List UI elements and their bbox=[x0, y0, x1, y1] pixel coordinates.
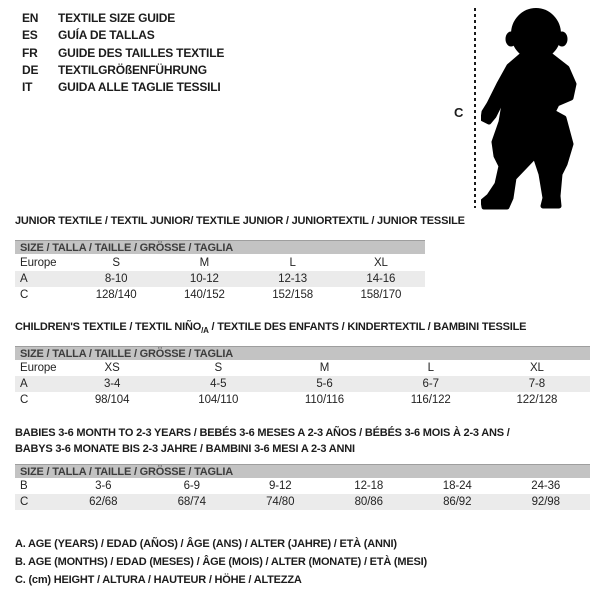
size-cell: XL bbox=[373, 257, 388, 269]
height-cell: 122/128 bbox=[516, 394, 558, 406]
age-cell: 10-12 bbox=[189, 273, 219, 285]
row-label: C bbox=[20, 496, 29, 508]
height-cell: 92/98 bbox=[531, 496, 560, 508]
language-row bbox=[22, 27, 224, 44]
language-code: DE bbox=[22, 62, 39, 77]
babies-table-title-line1: BABIES 3-6 MONTH TO 2-3 YEARS / BEBÉS 3-6 MESES A 2-3 AÑOS / BÉBÉS 3-6 MOIS À 2-3 ANS / bbox=[15, 427, 510, 439]
age-cell: 4-5 bbox=[210, 378, 227, 390]
junior-table-title: JUNIOR TEXTILE / TEXTIL JUNIOR/ TEXTILE JUNIOR / JUNIORTEXTIL / JUNIOR TESSILE bbox=[15, 215, 465, 227]
height-cell: 128/140 bbox=[95, 289, 137, 301]
legend-age-years: A. AGE (YEARS) / EDAD (AÑOS) / ÂGE (ANS) / ALTER (JAHRE) / ETÀ (ANNI) bbox=[15, 538, 397, 550]
size-cell: S bbox=[214, 362, 223, 374]
height-measure-label: C bbox=[454, 105, 464, 120]
language-title: TEXTILE SIZE GUIDE bbox=[58, 11, 176, 25]
height-measure-dashed-line bbox=[474, 8, 476, 208]
table-row-age bbox=[15, 271, 425, 287]
age-cell: 8-10 bbox=[104, 273, 128, 285]
height-cell: 140/152 bbox=[183, 289, 225, 301]
size-cell: XL bbox=[529, 362, 544, 374]
age-cell: 24-36 bbox=[531, 480, 561, 492]
legend-age-months: B. AGE (MONTHS) / EDAD (MESES) / ÂGE (MOIS) / ALTER (MONATE) / ETÀ (MESI) bbox=[15, 556, 427, 568]
table-row-height bbox=[15, 494, 590, 510]
age-cell: 14-16 bbox=[366, 273, 396, 285]
table-row-age-months bbox=[15, 478, 590, 494]
language-title: GUIDA ALLE TAGLIE TESSILI bbox=[58, 80, 221, 95]
age-cell: 3-6 bbox=[95, 480, 112, 492]
language-code: FR bbox=[22, 45, 38, 60]
row-label: A bbox=[20, 378, 28, 390]
age-cell: 7-8 bbox=[528, 378, 546, 390]
legend-height: C. (cm) HEIGHT / ALTURA / HAUTEUR / HÖHE / ALTEZZA bbox=[15, 574, 302, 586]
age-cell: 18-24 bbox=[442, 480, 472, 492]
age-cell: 6-9 bbox=[183, 480, 200, 492]
table-row-height bbox=[15, 392, 590, 408]
babies-table bbox=[15, 478, 590, 510]
height-cell: 152/158 bbox=[272, 289, 314, 301]
row-label: C bbox=[20, 289, 29, 301]
height-cell: 62/68 bbox=[89, 496, 118, 508]
age-cell: 6-7 bbox=[422, 378, 439, 390]
title-part: / TEXTILE DES ENFANTS / KINDERTEXTIL / BAMBINI TESSILE bbox=[208, 321, 527, 333]
age-cell: 9-12 bbox=[268, 480, 292, 492]
children-table bbox=[15, 360, 590, 408]
language-title: TEXTILGRÖßENFÜHRUNG bbox=[58, 62, 207, 77]
babies-size-header: SIZE / TALLA / TAILLE / GRÖSSE / TAGLIA bbox=[15, 464, 590, 478]
language-code: ES bbox=[22, 28, 38, 43]
row-label: Europe bbox=[20, 257, 57, 269]
language-title: GUIDE DES TAILLES TEXTILE bbox=[58, 45, 225, 60]
height-cell: 86/92 bbox=[443, 496, 472, 508]
row-label: A bbox=[20, 273, 28, 285]
junior-size-header: SIZE / TALLA / TAILLE / GRÖSSE / TAGLIA bbox=[15, 240, 425, 254]
language-row bbox=[22, 45, 224, 62]
language-title: GUÍA DE TALLAS bbox=[58, 28, 155, 43]
table-row-age bbox=[15, 376, 590, 392]
children-size-header: SIZE / TALLA / TAILLE / GRÖSSE / TAGLIA bbox=[15, 346, 590, 360]
size-cell: S bbox=[112, 257, 120, 269]
row-label: Europe bbox=[20, 362, 57, 374]
height-cell: 104/110 bbox=[198, 394, 239, 406]
table-row-height bbox=[15, 287, 425, 303]
age-cell: 3-4 bbox=[103, 378, 121, 390]
table-row-europe bbox=[15, 255, 425, 271]
table-row-europe bbox=[15, 360, 590, 376]
language-code: EN bbox=[22, 11, 39, 25]
row-label: C bbox=[20, 394, 29, 406]
language-row bbox=[22, 10, 224, 27]
title-subscript: /A bbox=[201, 326, 209, 336]
size-cell: M bbox=[319, 362, 330, 374]
language-row bbox=[22, 62, 224, 79]
height-cell: 158/170 bbox=[360, 289, 402, 301]
baby-silhouette-image bbox=[481, 6, 589, 210]
height-cell: 110/116 bbox=[304, 394, 345, 406]
size-cell: L bbox=[427, 362, 434, 374]
size-cell: M bbox=[199, 257, 210, 269]
children-table-title bbox=[15, 321, 526, 335]
language-row bbox=[22, 79, 224, 96]
age-cell: 12-13 bbox=[278, 273, 308, 285]
height-cell: 80/86 bbox=[354, 496, 383, 508]
height-cell: 68/74 bbox=[177, 496, 206, 508]
junior-table bbox=[15, 255, 425, 303]
height-cell: 74/80 bbox=[266, 496, 295, 508]
height-cell: 116/122 bbox=[410, 394, 451, 406]
language-title-block bbox=[22, 10, 224, 96]
age-cell: 5-6 bbox=[316, 378, 333, 390]
height-cell: 98/104 bbox=[94, 394, 130, 406]
row-label: B bbox=[20, 480, 28, 492]
babies-table-title-line2: BABYS 3-6 MONATE BIS 2-3 JAHRE / BAMBINI 3-6 MESI A 2-3 ANNI bbox=[15, 443, 355, 455]
age-cell: 12-18 bbox=[354, 480, 384, 492]
title-part: CHILDREN'S TEXTILE / TEXTIL NIÑO bbox=[15, 321, 202, 333]
language-code: IT bbox=[22, 80, 33, 95]
size-cell: L bbox=[289, 257, 296, 269]
size-cell: XS bbox=[104, 362, 120, 374]
